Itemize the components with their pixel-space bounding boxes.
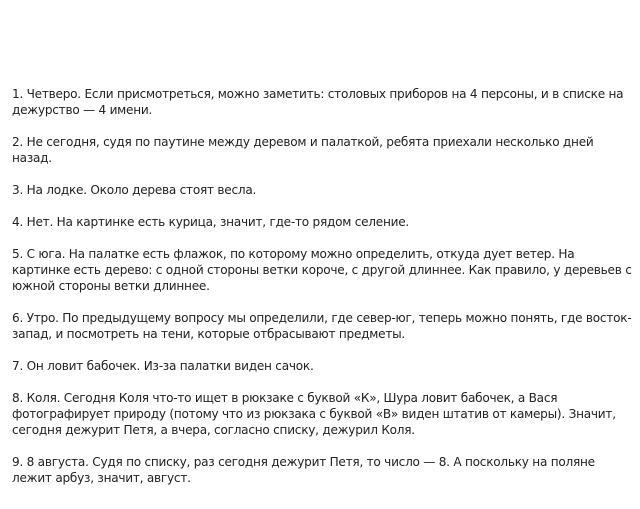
answer-1: 1. Четверо. Если присмотреться, можно заметить: столовых приборов на 4 персоны, и в списке на дежурство — 4 имени. bbox=[12, 87, 624, 117]
answer-3: 3. На лодке. Около дерева стоят весла. bbox=[12, 183, 257, 197]
answer-2: 2. Не сегодня, судя по паутине между деревом и палаткой, ребята приехали несколько дней назад. bbox=[12, 135, 594, 165]
answer-6: 6. Утро. По предыдущему вопросу мы определили, где север-юг, теперь можно понять, где восток-запад, и посмотреть на тени, которые отбрасывают предметы. bbox=[12, 311, 632, 341]
answer-7: 7. Он ловит бабочек. Из-за палатки виден сачок. bbox=[12, 359, 314, 373]
answer-4: 4. Нет. На картинке есть курица, значит, где-то рядом селение. bbox=[12, 215, 410, 229]
answer-5: 5. С юга. На палатке есть флажок, по которому можно определить, откуда дует ветер. На картинке есть дерево: с одной стороны ветки короче, с другой длиннее. Как правило, у деревьев с южной стороны ветки длиннее. bbox=[12, 247, 632, 293]
answer-9: 9. 8 августа. Судя по списку, раз сегодня дежурит Петя, то число — 8. А поскольку на поляне лежит арбуз, значит, август. bbox=[12, 455, 595, 485]
answer-8: 8. Коля. Сегодня Коля что-то ищет в рюкзаке с буквой «К», Шура ловит бабочек, а Вася фотографирует природу (потому что из рюкзака с буквой «В» виден штатив от камеры). Значит, сегодня дежурит Петя, а вчера, согласно списку, дежурил Коля. bbox=[12, 391, 616, 437]
answers-list bbox=[12, 86, 632, 502]
